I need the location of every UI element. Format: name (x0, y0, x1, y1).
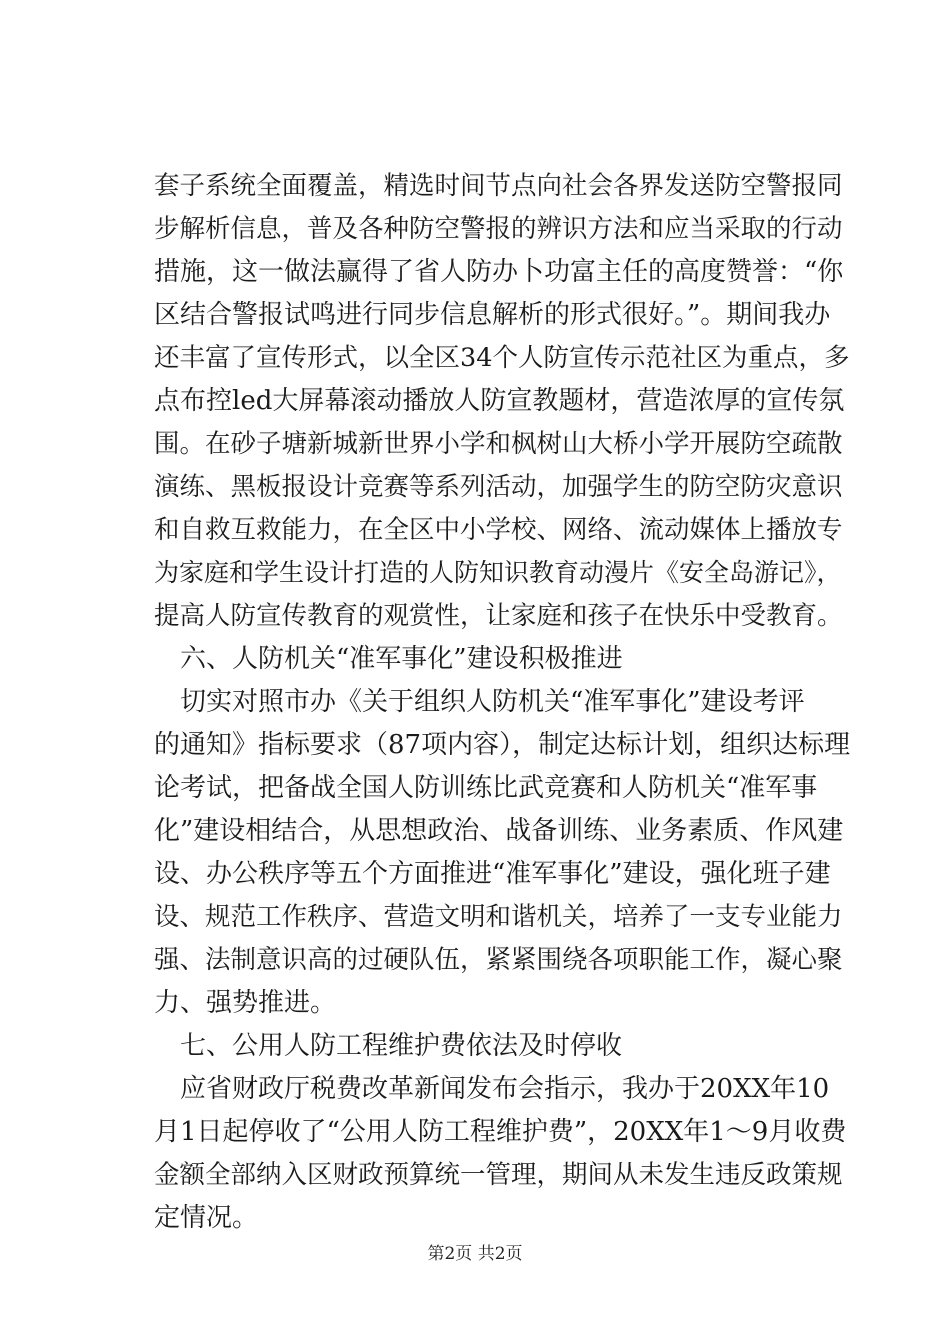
body-line: 演练、黑板报设计竞赛等系列活动，加强学生的防空防灾意识 (154, 472, 843, 502)
body-line: 为家庭和学生设计打造的人防知识教育动漫片《安全岛游记》， (154, 558, 842, 587)
body-line: 提高人防宣传教育的观赏性，让家庭和孩子在快乐中受教育。 (154, 601, 843, 631)
body-line: 还丰富了宣传形式，以全区34个人防宣传示范社区为重点，多 (154, 343, 850, 373)
section-heading: 六、人防机关“准军事化”建设积极推进 (180, 644, 623, 674)
body-line: 强、法制意识高的过硬队伍，紧紧围绕各项职能工作，凝心聚 (154, 945, 843, 975)
body-line: 月1日起停收了“公用人防工程维护费”，20XX年1～9月收费 (154, 1117, 847, 1147)
body-line: 应省财政厅税费改革新闻发布会指示，我办于20XX年10 (180, 1074, 830, 1104)
section-heading: 七、公用人防工程维护费依法及时停收 (180, 1031, 623, 1061)
body-line: 化”建设相结合，从思想政治、战备训练、业务素质、作风建 (154, 816, 844, 846)
page-footer (0, 1242, 950, 1266)
body-line: 的通知》指标要求（87项内容），制定达标计划，组织达标理 (154, 730, 851, 760)
body-line: 措施，这一做法赢得了省人防办卜功富主任的高度赞誉：“你 (154, 257, 844, 287)
body-line: 力、强势推进。 (154, 988, 337, 1018)
body-line: 套子系统全面覆盖，精选时间节点向社会各界发送防空警报同 (154, 171, 843, 201)
body-line: 设、规范工作秩序、营造文明和谐机关，培养了一支专业能力 (154, 902, 843, 932)
body-line: 点布控led大屏幕滚动播放人防宣教题材，营造浓厚的宣传氛 (154, 386, 845, 416)
body-line: 步解析信息，普及各种防空警报的辨识方法和应当采取的行动 (154, 214, 843, 244)
body-line: 论考试，把备战全国人防训练比武竞赛和人防机关“准军事 (154, 773, 818, 803)
body-line: 设、办公秩序等五个方面推进“准军事化”建设，强化班子建 (154, 859, 831, 889)
body-line: 金额全部纳入区财政预算统一管理，期间从未发生违反政策规 (154, 1160, 843, 1190)
body-line: 和自救互救能力，在全区中小学校、网络、流动媒体上播放专 (154, 515, 843, 545)
page-number-label: 第2页 共2页 (427, 1244, 523, 1264)
body-line: 区结合警报试鸣进行同步信息解析的形式很好。”。期间我办 (154, 300, 831, 330)
body-line: 围。在砂子塘新城新世界小学和枫树山大桥小学开展防空疏散 (154, 429, 843, 459)
body-line: 定情况。 (154, 1203, 259, 1233)
body-line: 切实对照市办《关于组织人防机关“准军事化”建设考评 (180, 687, 805, 717)
